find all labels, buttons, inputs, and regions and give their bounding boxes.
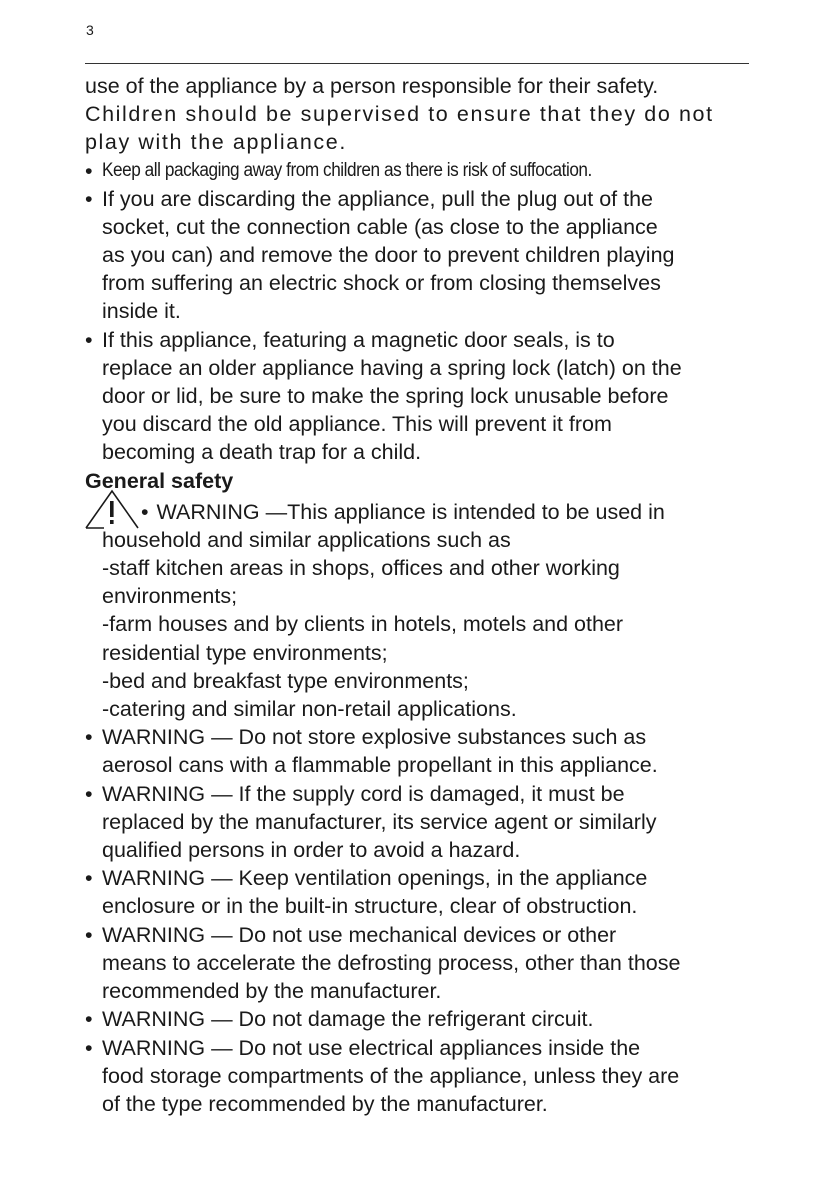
intro-line-3: play with the appliance. <box>85 130 347 155</box>
list-item <box>85 780 757 865</box>
list-item <box>85 723 757 779</box>
list-item-text: If this appliance, featuring a magnetic door seals, is to replace an older appliance having a spring lock (latch) on the door or lid, be sure to make the spring lock unusable before you discard the old appliance. This will prevent it from becoming a death trap for a child. <box>102 327 682 465</box>
warning-text: WARNING — Keep ventilation openings, in the appliance enclosure or in the built-in structure, clear of obstruction. <box>102 866 648 919</box>
bullet-icon: • <box>85 1035 93 1060</box>
list-item <box>85 185 757 326</box>
list-item <box>85 157 757 185</box>
list-item <box>85 864 757 920</box>
bullet-icon: • <box>85 725 93 750</box>
list-item <box>85 1034 757 1119</box>
header-divider <box>85 63 749 64</box>
page-number: 3 <box>86 22 94 38</box>
list-item <box>85 1005 757 1033</box>
intro-line-2: Children should be supervised to ensure that they do not <box>85 102 714 127</box>
general-warning-details: household and similar applications such as -staff kitchen areas in shops, offices and other working environments; -farm houses and by clients in hotels, motels and other residential type environments; -bed and breakfast type environments; -catering and similar non-retail applications. <box>102 527 624 722</box>
warning-text: WARNING — Do not store explosive substances such as aerosol cans with a flammable propellant in this appliance. <box>102 725 658 778</box>
bullet-icon: • <box>85 327 93 352</box>
warning-text: WARNING — Do not use mechanical devices or other means to accelerate the defrosting process, other than those recommended by the manufacturer. <box>102 922 681 1004</box>
general-warning-block <box>85 498 757 724</box>
list-item-text: If you are discarding the appliance, pull the plug out of the socket, cut the connection cable (as close to the appliance as you can) and remove the door to prevent children playing from suffering an electric shock or from closing themselves inside it. <box>102 186 675 324</box>
general-warning-text: WARNING —This appliance is intended to be used in <box>156 499 665 524</box>
list-item <box>85 326 757 467</box>
warning-text: WARNING — Do not use electrical appliances inside the food storage compartments of the appliance, unless they are of the type recommended by the manufacturer. <box>102 1035 680 1116</box>
list-item-text: Keep all packaging away from children as there is risk of suffocation. <box>102 159 592 181</box>
bullet-icon: • <box>85 922 93 947</box>
list-item <box>85 921 757 1006</box>
warning-triangle-icon <box>84 488 140 532</box>
bullet-icon: • <box>85 866 93 891</box>
bullet-icon: • <box>85 781 93 806</box>
section-heading: General safety <box>85 468 234 493</box>
bullet-icon: • <box>85 1007 93 1032</box>
warning-text: WARNING — Do not damage the refrigerant circuit. <box>102 1007 594 1032</box>
bullet-icon: • <box>85 186 93 211</box>
warning-text: WARNING — If the supply cord is damaged, it must be replaced by the manufacturer, its service agent or similarly qualified persons in order to avoid a hazard. <box>102 781 657 863</box>
intro-line-1: use of the appliance by a person responsible for their safety. <box>85 74 659 98</box>
bullet-icon: • <box>85 158 93 183</box>
general-warning-first-line <box>102 498 757 526</box>
bullet-icon: • <box>141 499 149 524</box>
document-body <box>85 72 757 1118</box>
